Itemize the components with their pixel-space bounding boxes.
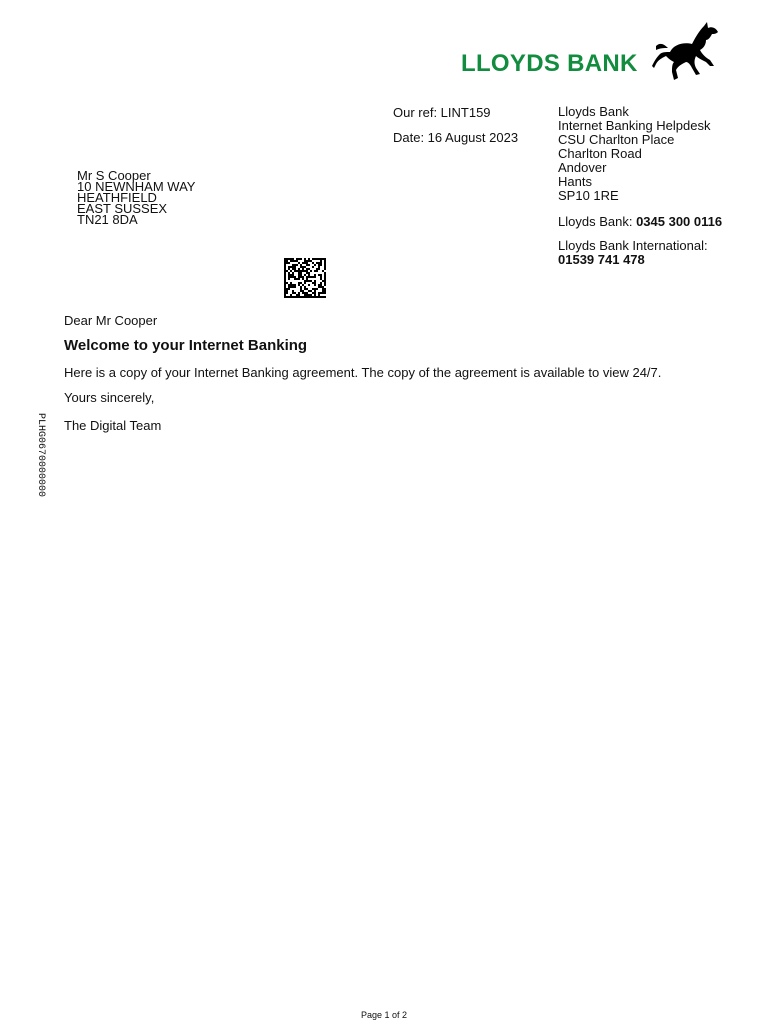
bank-address-line: Charlton Road: [558, 146, 642, 161]
barcode-module: [324, 290, 326, 292]
barcode-module: [314, 288, 316, 290]
barcode-module: [302, 276, 304, 278]
barcode-module: [290, 296, 292, 298]
barcode-module: [290, 266, 292, 268]
barcode-module: [302, 266, 304, 268]
barcode-module: [308, 296, 310, 298]
barcode-module: [308, 272, 310, 274]
barcode-module: [318, 258, 320, 260]
barcode-module: [324, 276, 326, 278]
barcode-module: [306, 296, 308, 298]
barcode-module: [324, 264, 326, 266]
barcode-module: [294, 266, 296, 268]
barcode-module: [316, 262, 318, 264]
barcode-module: [324, 272, 326, 274]
barcode-module: [324, 296, 326, 298]
barcode-module: [284, 292, 286, 294]
barcode-module: [292, 292, 294, 294]
barcode-module: [284, 266, 286, 268]
barcode-module: [292, 260, 294, 262]
barcode-module: [298, 272, 300, 274]
phone-label: Lloyds Bank:: [558, 214, 633, 229]
barcode-module: [318, 284, 320, 286]
barcode-module: [310, 294, 312, 296]
barcode-module: [298, 292, 300, 294]
barcode-module: [322, 270, 324, 272]
barcode-module: [298, 262, 300, 264]
barcode-module: [318, 266, 320, 268]
barcode-module: [308, 276, 310, 278]
barcode-module: [310, 290, 312, 292]
barcode-module: [302, 270, 304, 272]
barcode-module: [312, 276, 314, 278]
barcode-module: [286, 258, 288, 260]
barcode-module: [288, 262, 290, 264]
barcode-module: [292, 274, 294, 276]
barcode-module: [320, 262, 322, 264]
barcode-module: [286, 260, 288, 262]
recipient-line: TN21 8DA: [77, 212, 138, 227]
barcode-module: [306, 260, 308, 262]
barcode-module: [308, 294, 310, 296]
black-horse-icon: [650, 22, 722, 84]
letter-closing: Yours sincerely,: [64, 390, 155, 405]
barcode-module: [284, 290, 286, 292]
barcode-module: [300, 264, 302, 266]
barcode-module: [320, 274, 322, 276]
recipient-line: EAST SUSSEX: [77, 201, 168, 216]
barcode-module: [304, 282, 306, 284]
barcode-module: [306, 292, 308, 294]
barcode-module: [294, 296, 296, 298]
barcode-module: [292, 264, 294, 266]
barcode-module: [314, 264, 316, 266]
barcode-module: [314, 274, 316, 276]
barcode-module: [290, 284, 292, 286]
barcode-module: [300, 290, 302, 292]
barcode-module: [322, 292, 324, 294]
barcode-module: [312, 258, 314, 260]
salutation: Dear Mr Cooper: [64, 313, 158, 328]
barcode-module: [312, 282, 314, 284]
barcode-module: [284, 262, 286, 264]
barcode-module: [286, 292, 288, 294]
barcode-module: [294, 286, 296, 288]
barcode-module: [294, 264, 296, 266]
barcode-module: [284, 282, 286, 284]
letter-signoff: The Digital Team: [64, 418, 162, 433]
barcode-module: [306, 270, 308, 272]
letter-headline: Welcome to your Internet Banking: [64, 337, 308, 354]
barcode-module: [298, 268, 300, 270]
barcode-module: [308, 258, 310, 260]
barcode-module: [318, 262, 320, 264]
barcode-module: [290, 258, 292, 260]
barcode-module: [310, 280, 312, 282]
phone-number: 0345 300 0116: [636, 214, 723, 229]
document-side-code: PLHG0670000000: [35, 412, 46, 498]
barcode-module: [292, 272, 294, 274]
barcode-module: [284, 268, 286, 270]
barcode-module: [294, 278, 296, 280]
barcode-module: [306, 288, 308, 290]
barcode-module: [294, 276, 296, 278]
barcode-module: [304, 296, 306, 298]
recipient-line: HEATHFIELD: [77, 190, 157, 205]
barcode-module: [300, 266, 302, 268]
recipient-line: Mr S Cooper: [77, 168, 151, 183]
barcode-module: [296, 296, 298, 298]
barcode-module: [302, 296, 304, 298]
barcode-module: [322, 296, 324, 298]
barcode-module: [286, 262, 288, 264]
barcode-module: [314, 294, 316, 296]
barcode-module: [316, 296, 318, 298]
barcode-module: [284, 274, 286, 276]
barcode-module: [288, 276, 290, 278]
barcode-module: [316, 288, 318, 290]
barcode-module: [316, 258, 318, 260]
barcode-module: [308, 268, 310, 270]
barcode-module: [320, 264, 322, 266]
barcode-module: [320, 276, 322, 278]
barcode-module: [292, 290, 294, 292]
barcode-module: [288, 274, 290, 276]
barcode-module: [308, 280, 310, 282]
barcode-module: [298, 282, 300, 284]
barcode-module: [288, 258, 290, 260]
barcode-module: [288, 268, 290, 270]
barcode-module: [284, 270, 286, 272]
barcode-module: [300, 258, 302, 260]
barcode-module: [324, 284, 326, 286]
barcode-module: [314, 296, 316, 298]
barcode-module: [318, 286, 320, 288]
barcode-module: [302, 268, 304, 270]
barcode-module: [300, 288, 302, 290]
barcode-module: [296, 260, 298, 262]
intl-phone-label: Lloyds Bank International:: [558, 238, 708, 253]
barcode-module: [304, 286, 306, 288]
barcode-module: [308, 284, 310, 286]
barcode-module: [302, 278, 304, 280]
barcode-module: [298, 278, 300, 280]
barcode-module: [292, 268, 294, 270]
barcode-module: [318, 264, 320, 266]
barcode-module: [310, 276, 312, 278]
barcode-module: [292, 296, 294, 298]
barcode-module: [300, 274, 302, 276]
barcode-module: [284, 280, 286, 282]
barcode-module: [316, 270, 318, 272]
barcode-module: [290, 260, 292, 262]
barcode-module: [286, 290, 288, 292]
barcode-module: [298, 270, 300, 272]
barcode-module: [324, 282, 326, 284]
barcode-module: [288, 266, 290, 268]
barcode-module: [304, 280, 306, 282]
barcode-module: [320, 286, 322, 288]
barcode-module: [296, 294, 298, 296]
barcode-module: [284, 276, 286, 278]
barcode-module: [306, 276, 308, 278]
barcode-module: [312, 266, 314, 268]
barcode-module: [284, 260, 286, 262]
barcode-module: [312, 292, 314, 294]
bank-address-line: Lloyds Bank: [558, 104, 629, 119]
barcode-module: [324, 268, 326, 270]
barcode-module: [288, 272, 290, 274]
intl-phone-number: 01539 741 478: [558, 252, 645, 267]
brand-logo-text: LLOYDS BANK: [461, 50, 638, 77]
barcode-module: [292, 286, 294, 288]
barcode-module: [322, 258, 324, 260]
barcode-module: [306, 272, 308, 274]
barcode-module: [292, 284, 294, 286]
barcode-module: [290, 282, 292, 284]
barcode-module: [312, 296, 314, 298]
barcode-module: [296, 278, 298, 280]
barcode-module: [312, 262, 314, 264]
barcode-module: [320, 282, 322, 284]
barcode-module: [304, 266, 306, 268]
barcode-module: [304, 258, 306, 260]
barcode-module: [284, 296, 286, 298]
barcode-module: [284, 278, 286, 280]
barcode-module: [290, 286, 292, 288]
barcode-module: [306, 268, 308, 270]
barcode-module: [324, 292, 326, 294]
bank-address-line: Internet Banking Helpdesk: [558, 118, 711, 133]
barcode-module: [300, 286, 302, 288]
barcode-module: [324, 260, 326, 262]
barcode-module: [290, 270, 292, 272]
barcode-module: [318, 294, 320, 296]
barcode-module: [314, 276, 316, 278]
barcode-module: [308, 274, 310, 276]
barcode-module: [292, 266, 294, 268]
barcode-module: [320, 292, 322, 294]
barcode-module: [290, 276, 292, 278]
barcode-module: [308, 260, 310, 262]
barcode-module: [298, 284, 300, 286]
barcode-module: [322, 286, 324, 288]
barcode-module: [314, 290, 316, 292]
barcode-module: [284, 288, 286, 290]
barcode-module: [298, 294, 300, 296]
bank-address-line: Andover: [558, 160, 607, 175]
barcode-module: [288, 296, 290, 298]
barcode-module: [304, 262, 306, 264]
barcode-module: [300, 270, 302, 272]
barcode-module: [318, 274, 320, 276]
barcode-module: [296, 264, 298, 266]
barcode-module: [302, 290, 304, 292]
barcode-module: [288, 278, 290, 280]
barcode-module: [314, 292, 316, 294]
barcode-module: [320, 258, 322, 260]
recipient-line: 10 NEWNHAM WAY: [77, 179, 196, 194]
barcode-module: [304, 274, 306, 276]
bank-address: [558, 105, 710, 203]
barcode-module: [286, 296, 288, 298]
barcode-module: [306, 278, 308, 280]
barcode-module: [290, 294, 292, 296]
barcode-module: [324, 288, 326, 290]
barcode-module: [304, 294, 306, 296]
barcode-module: [320, 284, 322, 286]
barcode-module: [308, 290, 310, 292]
barcode-module: [296, 270, 298, 272]
bank-address-line: SP10 1RE: [558, 188, 619, 203]
barcode-module: [324, 258, 326, 260]
letter-date: Date: 16 August 2023: [393, 130, 519, 145]
barcode-module: [314, 280, 316, 282]
our-reference: Our ref: LINT159: [393, 105, 491, 120]
barcode-module: [288, 288, 290, 290]
barcode-module: [298, 276, 300, 278]
barcode-module: [294, 270, 296, 272]
barcode-module: [302, 262, 304, 264]
barcode-module: [288, 284, 290, 286]
barcode-module: [310, 260, 312, 262]
barcode-module: [294, 284, 296, 286]
barcode-module: [318, 292, 320, 294]
barcode-module: [284, 294, 286, 296]
phone-line: [558, 214, 722, 229]
barcode-module: [304, 260, 306, 262]
barcode-module: [306, 262, 308, 264]
letter-body: Here is a copy of your Internet Banking agreement. The copy of the agreement is available to view 24/7.: [64, 365, 662, 380]
recipient-address: [77, 170, 195, 225]
bank-address-line: Hants: [558, 174, 592, 189]
barcode-module: [284, 258, 286, 260]
barcode-module: [284, 284, 286, 286]
barcode-module: [310, 270, 312, 272]
barcode-module: [294, 292, 296, 294]
barcode-module: [284, 286, 286, 288]
barcode-module: [320, 278, 322, 280]
barcode-module: [302, 284, 304, 286]
barcode-module: [324, 262, 326, 264]
barcode-module: [304, 270, 306, 272]
barcode-module: [324, 274, 326, 276]
barcode-module: [324, 278, 326, 280]
barcode-module: [292, 276, 294, 278]
barcode-module: [320, 260, 322, 262]
datamatrix-barcode: [284, 258, 326, 298]
barcode-module: [302, 292, 304, 294]
barcode-module: [292, 258, 294, 260]
barcode-module: [308, 264, 310, 266]
barcode-module: [314, 258, 316, 260]
barcode-module: [298, 258, 300, 260]
barcode-module: [318, 268, 320, 270]
barcode-module: [294, 268, 296, 270]
barcode-module: [300, 272, 302, 274]
barcode-module: [304, 288, 306, 290]
barcode-module: [314, 270, 316, 272]
barcode-module: [286, 282, 288, 284]
barcode-module: [296, 258, 298, 260]
barcode-module: [318, 296, 320, 298]
barcode-module: [294, 260, 296, 262]
barcode-module: [312, 288, 314, 290]
barcode-module: [314, 284, 316, 286]
barcode-module: [286, 288, 288, 290]
barcode-module: [298, 274, 300, 276]
barcode-module: [324, 266, 326, 268]
barcode-module: [306, 264, 308, 266]
barcode-module: [284, 264, 286, 266]
barcode-module: [316, 268, 318, 270]
barcode-module: [314, 282, 316, 284]
barcode-module: [290, 274, 292, 276]
barcode-module: [286, 270, 288, 272]
barcode-module: [284, 272, 286, 274]
barcode-module: [322, 280, 324, 282]
barcode-module: [306, 280, 308, 282]
barcode-module: [298, 296, 300, 298]
barcode-module: [322, 288, 324, 290]
bank-address-line: CSU Charlton Place: [558, 132, 675, 147]
barcode-module: [310, 296, 312, 298]
page-number: Page 1 of 2: [360, 1010, 408, 1020]
barcode-module: [300, 282, 302, 284]
barcode-module: [304, 292, 306, 294]
barcode-module: [300, 296, 302, 298]
barcode-module: [300, 276, 302, 278]
barcode-module: [322, 290, 324, 292]
barcode-module: [306, 294, 308, 296]
barcode-module: [288, 286, 290, 288]
barcode-module: [320, 296, 322, 298]
barcode-module: [324, 280, 326, 282]
